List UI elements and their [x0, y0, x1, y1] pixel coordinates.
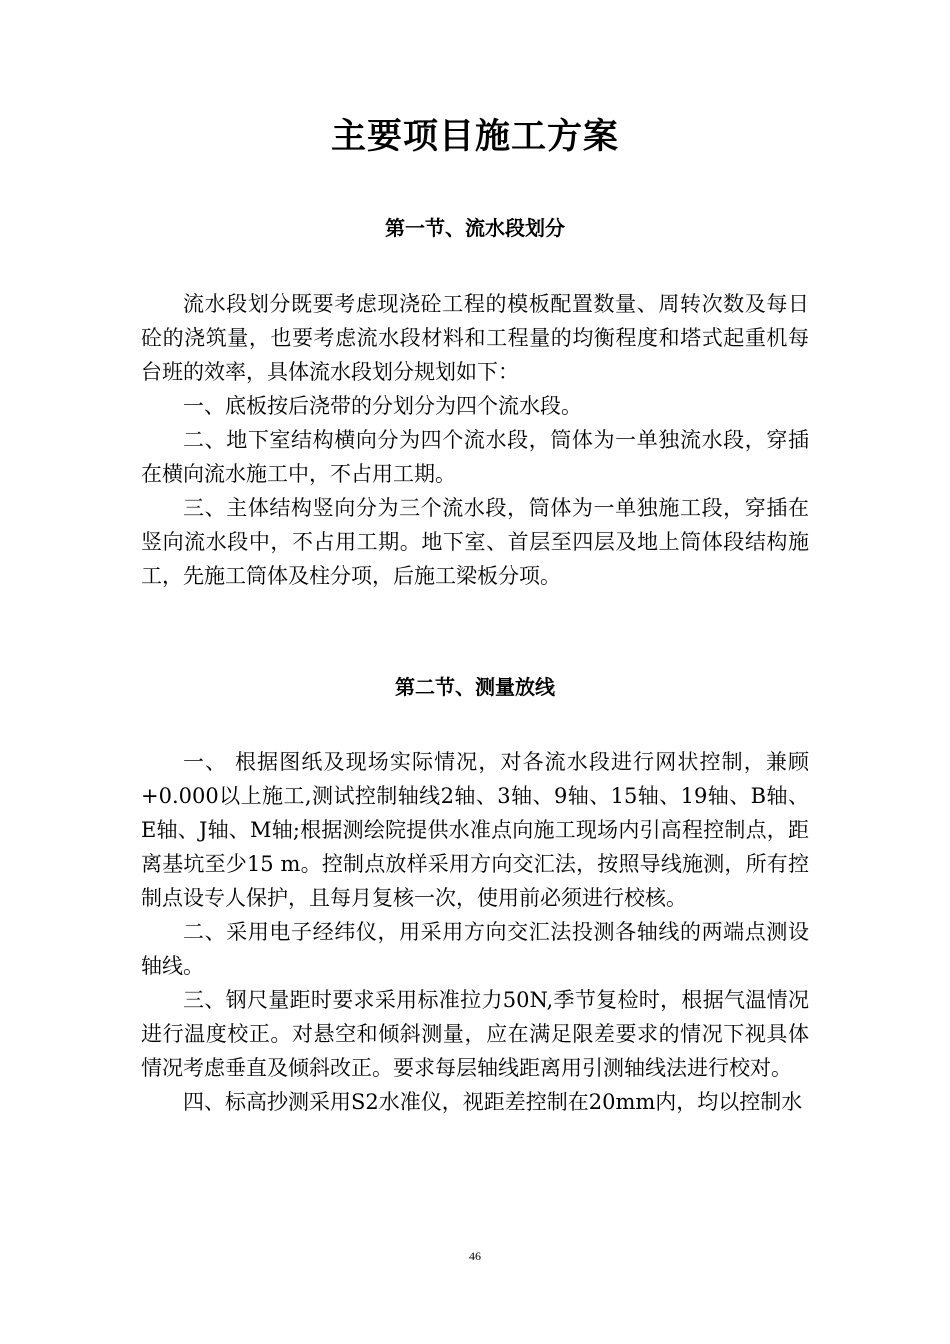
paragraph: 三、钢尺量距时要求采用标准拉力50N,季节复检时，根据气温情况进行温度校正。对悬空和倾斜测量，应在满足限差要求的情况下视具体情况考虑垂直及倾斜改正。要求每层轴线距离用引测轴线法进行校对。	[141, 988, 809, 1080]
section-2-body	[141, 745, 809, 1119]
section-1-body	[141, 287, 809, 593]
paragraph: 四、标高抄测采用S2水准仪，视距差控制在20mm内，均以控制水	[183, 1090, 803, 1114]
paragraph: 三、主体结构竖向分为三个流水段，筒体为一单独施工段，穿插在竖向流水段中，不占用工期。地下室、首层至四层及地上筒体段结构施工，先施工筒体及柱分项，后施工梁板分项。	[141, 496, 809, 588]
document-title: 主要项目施工方案	[330, 117, 619, 157]
paragraph: 二、采用电子经纬仪，用采用方向交汇法投测各轴线的两端点测设轴线。	[141, 920, 809, 978]
page-number: 46	[469, 1249, 481, 1263]
paragraph: 一、底板按后浇带的分划分为四个流水段。	[183, 394, 582, 418]
paragraph: 二、地下室结构横向分为四个流水段，筒体为一单独流水段，穿插在横向流水施工中，不占用工期。	[141, 428, 809, 486]
paragraph: 流水段划分既要考虑现浇砼工程的模板配置数量、周转次数及每日砼的浇筑量，也要考虑流水段材料和工程量的均衡程度和塔式起重机每台班的效率，具体流水段划分规划如下：	[141, 292, 809, 384]
paragraph: 一、 根据图纸及现场实际情况，对各流水段进行网状控制，兼顾+0.000以上施工,测试控制轴线2轴、3轴、9轴、15轴、19轴、B轴、E轴、J轴、M轴;根据测绘院提供水准点向施工现场内引高程控制点，距离基坑至少15 m。控制点放样采用方向交汇法，按照导线施测，所有控制点设专人保护，且每月复核一次，使用前必须进行校核。	[141, 750, 809, 910]
section-heading-1: 第一节、流水段划分	[385, 216, 565, 240]
section-heading-2: 第二节、测量放线	[395, 675, 555, 699]
